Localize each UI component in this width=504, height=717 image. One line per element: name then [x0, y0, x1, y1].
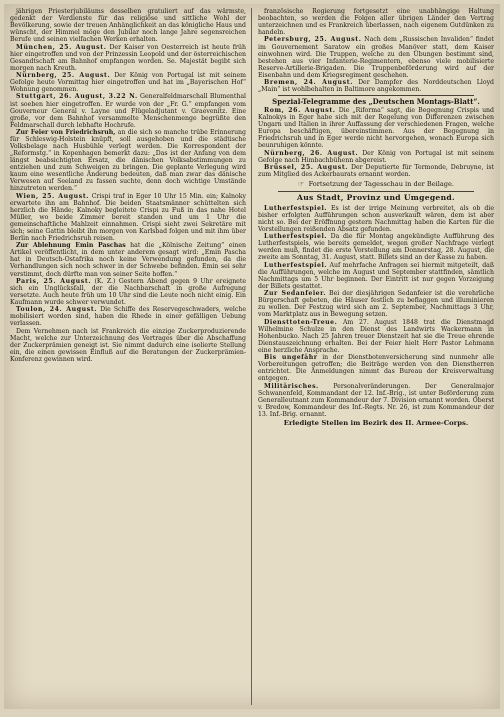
section-title-local: Aus Stadt, Provinz und Umgegend.	[297, 193, 455, 203]
continuation-note	[258, 179, 494, 189]
article-muenchen	[10, 44, 246, 72]
telegram-heading: Spezial-Telegramme des „Deutschen Montags-Blatt“.	[272, 97, 480, 107]
subhead-militaerisches: Militärisches.	[264, 382, 319, 390]
dateline-toulon: Toulon, 24. August.	[16, 306, 98, 314]
subhead-diensttreue: Diensttoten-Treue.	[264, 318, 338, 326]
text-rom: Die „Riforma“ sagt, die Begegnung Crispis und Kalnokys in Eger habe sich mit der Regelung von Differenzen zwischen Ungarn und Italien in ihrer Auffassung der verschiedenen Fragen, welche Europa beschäftigen, übereinstimmen. Aus der Begegnung in Friedrichsruh und in Eger werde nicht hervorgehen, wonach Europa sich beunruhigen könnte.	[258, 107, 494, 150]
text-petersburg: Nach dem „Russischen Invaliden“ findet im Gouvernement Saratow ein großes Manöver statt, dem Kaiser einwohnen wird. Die Truppen, welche zu den Übungen bestimmt sind, bestehen aus vier Infanterie-Regimentern, ebenso viele mobilisierte Reserve-Artillerie-Brigaden. Die Truppenbeförderung wird auf der Eisenbahn und dem Kriegsregiment geschehen.	[258, 36, 494, 79]
dateline-rom: Rom, 26. August.	[264, 107, 336, 115]
article-petersburg	[258, 36, 494, 78]
subhead-lutherfestspiel-1: Lutherfestspiel.	[264, 204, 327, 212]
article-paris	[10, 278, 246, 306]
text-toulon: Die Schiffe des Reservegeschwaders, welche mobilisiert worden sind, haben die Rhede in einer gefälligen Uebung verlassen.	[10, 306, 246, 328]
dateline-friedrichsruh: Zur Feier von Friedrichsruh,	[16, 128, 116, 136]
text-nuernberg: Der König von Portugal ist mit seinem Gefolge heute Vormittag hier eingetroffen und hat im „Bayerischen Hof“ Wohnung genommen.	[10, 72, 246, 94]
heading-erledigte-stellen: Erledigte Stellen im Bezirk des II. Armee-Corps.	[283, 419, 469, 428]
dateline-nuernberg: Nürnberg, 25. August.	[16, 72, 111, 80]
dateline-muenchen: München, 25. August.	[16, 43, 107, 51]
article-versicherung	[258, 354, 494, 382]
text-muenchen: Der Kaiser von Oesterreich ist heute früh hier eingetroffen und von der Prinzessin Leopold und der österreichischen Gesandtschaft am Bahnhof empfangen worden. Se. Majestät begibt sich morgen nach Kreuth.	[10, 43, 246, 72]
article-bremen	[258, 79, 494, 93]
pointing-hand-icon: ☞	[298, 179, 305, 189]
text-stuttgart: Generalfeldmarschall Blumenthal ist soeben hier eingetroffen. Er wurde von der „Fr. G.“ empfangen vom Gouverneur General v. Layne und Flügeladjutant v. Graevenitz. Eine große, vor dem Bahnhof versammelte Menschenmenge begrüßte den Feldmarschall durch lebhafte Hochrufe.	[10, 93, 246, 129]
article-emin	[10, 242, 246, 277]
subhead-versicherung: Bis ungefähr	[264, 354, 318, 362]
subhead-lutherfestspiel-3: Lutherfestspiel.	[264, 261, 327, 269]
text-militaerisches: Personalveränderungen. Der Generalmajor Schwanenfeld, Kommandant der 12. Inf.-Brig., ist unter Beförderung zum Generalleutnant zum Kommandeur der 7. Division ernannt worden. Oberst v. Bredow, Kommandeur des Inf.-Regts. Nr. 26, ist zum Kommandeur der 13. Inf.-Brig. ernannt.	[258, 382, 494, 418]
text-paris: (K. Z.) Gestern Abend gegen 9 Uhr ereignete sich ein Unglücksfall, der die Nachbarschaft in große Aufregung versetzte. Auch heute früh um 10 Uhr sind die Leute noch nicht einig. Ein Kaufmann wurde schwer verwundet.	[10, 277, 246, 306]
article-intro: jährigen Priesterjubiläums desselben gratuliert auf das wärmste, gedenkt der Verdienste für das religiöse und sittliche Wohl der Bevölkerung, sowie der treuen Anhänglichkeit an das königliche Haus und wünscht, der Himmel möge den Jubilar noch lange Jahre segensreichen Berufe und seinen vielfachen Werken erhalten.	[10, 8, 246, 44]
dateline-stuttgart: Stuttgart, 26. August, 3.22 N.	[16, 93, 138, 101]
article-diensttreue	[258, 319, 494, 354]
newspaper-page	[4, 4, 500, 709]
section-rule	[278, 95, 474, 96]
subhead-lutherfestspiel-2: Lutherfestspiel.	[264, 233, 327, 241]
text-emin: hat die „Kölnische Zeitung“ einen Artikel veröffentlicht, in dem unter anderem gesagt wird: „Emin Pascha hat in Deutsch-Ostafrika noch keine Verwendung gefunden, da die Verhandlungen sich noch schwer in der Schwebe befinden. Emin sei sehr verstimmt, doch dürfte man von seiner Seite hoffen.“	[10, 242, 246, 278]
article-lutherfestspiel-3	[258, 262, 494, 290]
column-divider	[251, 8, 252, 705]
text-friedrichsruh: an die sich so manche trübe Erinnerung für Schleswig-Holstein knüpft, soll ausgehoben und die städtische Volksbelage nach Husbühle verlegt werden. Die Korrespondent der „Reformstg.“ in Kopenhagen bemerkt dazu: „Das ist der Anfang von dem längst beabsichtigten Ersatz, die dänischen Volksabstimmungen zu entziehen und zum Schweigen zu bringen. Die geplante Verlegung wird kaum eine wesentliche Änderung bedeuten, daß man zwar das dänische Verwesen auf Seeland zu fassen suchte, denn doch wichtige Umstände hinzutreten werden.“	[10, 128, 246, 193]
text-lutherfestspiel-3: Auf mehrfache Anfragen sei hiermit mitgeteilt, daß die Aufführungen, welche im August und September stattfinden, sämtlich Nachmittags um 5 Uhr beginnen. Der Eintritt ist nur gegen Vorzeigung der Billets gestattet.	[258, 261, 494, 290]
text-sedanfeier: Bei der diesjährigen Sedanfeier ist die verehrliche Bürgerschaft gebeten, die Häuser festlich zu beflaggen und illuminieren zu wollen. Der Festzug wird sich am 2. September, Nachmittags 3 Uhr, vom Marktplatz aus in Bewegung setzen.	[258, 290, 494, 319]
article-nuernberg	[10, 72, 246, 93]
article-lutherfestspiel-2	[258, 233, 494, 261]
text-lutherfestspiel-1: Es ist der irrige Meinung verbreitet, als ob die bisher erfolgten Aufführungen schon ausverkauft wären, dem ist aber nicht so. Bei der Eröffnung gestern Nachmittag haben die Karten für die Vorstellungen reißenden Absatz gefunden.	[258, 204, 494, 233]
dateline-bruessel: Brüssel, 25. August.	[264, 164, 349, 172]
left-column	[10, 8, 246, 707]
right-column	[258, 8, 494, 707]
dateline-wien: Wien, 25. August.	[16, 192, 90, 200]
article-toulon	[10, 306, 246, 327]
article-lutherfestspiel-1	[258, 205, 494, 233]
dateline-petersburg: Petersburg, 25. August.	[264, 36, 362, 44]
subhead-sedanfeier: Zur Sedanfeier.	[264, 290, 326, 298]
dateline-paris: Paris, 25. August.	[16, 277, 92, 285]
text-versicherung: in der Dienstbotenversicherung sind nunmehr alle Vorbereitungen getroffen; die Beiträge werden von den Dienstherren entrichtet. Die Anmeldungen nimmt das Bureau der Kreisverwaltung entgegen.	[258, 354, 494, 383]
article-friedrichsruh	[10, 129, 246, 192]
telegram-nuernberg	[258, 150, 494, 164]
dateline-tele-nuernberg: Nürnberg, 26. August.	[264, 149, 359, 157]
article-continuation: französische Regierung fortgesetzt eine unabhängige Haltung beobachten, so werden die Folgen aller übrigen Länder den Vertrag unterzeichnen und es Frankreich überlassen, nach eigenem Gutdünken zu handeln.	[258, 8, 494, 37]
telegram-bruessel	[258, 164, 494, 178]
continuation-text: Fortsetzung der Tagesschau in der Beilage.	[308, 180, 454, 189]
section-rule-2	[278, 191, 474, 192]
telegram-rom	[258, 107, 494, 149]
text-wien: Crispi traf in Eger 10 Uhr 15 Min. ein; Kalnoky erwartete ihn am Bahnhof. Die beiden Staatsmänner schüttelten sich herzlich die Hände; Kalnoky begleitete Crispi zu Fuß in das nahe Hotel Müller, wo beide Zimmer bereit standen und um 1 Uhr die gemeinschaftliche Mahlzeit einnahmen. Crispi sieht zwei Sekretäre mit sich; seine Gattin bleibt ihn morgen von Karlsbad folgen und mit ihm über Berlin nach Friedrichsruh reisen.	[10, 192, 246, 242]
article-wien	[10, 193, 246, 242]
text-bruessel: Der Deputierte für Termonde, Debruyne, ist zum Mitglied des Ackerbaurats ernannt worden.	[258, 164, 494, 179]
article-sedanfeier	[258, 290, 494, 318]
article-frankreich: Dem Vernehmen nach ist Frankreich die einzige Zuckerproduzierende Macht, welche zur Unterzeichnung des Vertrages über die Abschaffung der Zuckerprämien geneigt ist. Sie nimmt dadurch eine isolierte Stellung ein, die einen gewissen Einfluß auf die Beratungen der Zuckerprämien-Konferenz gewinnen wird.	[10, 327, 246, 363]
article-stuttgart	[10, 93, 246, 128]
text-bremen: Der Dampfer des Norddeutschen Lloyd „Main“ ist wohlbehalten in Baltimore angekommen.	[258, 79, 494, 94]
article-militaerisches	[258, 383, 494, 418]
text-tele-nuernberg: Der König von Portugal ist mit seinem Gefolge nach Himbachbühenn abgereist.	[258, 149, 494, 164]
dateline-emin: Zur Ablehnung Emin Paschas	[16, 242, 126, 250]
text-lutherfestspiel-2: Da die für Montag angekündigte Aufführung des Lutherfestspiels, wie bereits gemeldet, wegen großer Nachfrage verlegt werden muß, findet die erste Vorstellung am Donnerstag, 28. August, die zweite am Sonntag, 31. August, statt. Billets sind an der Kasse zu haben.	[258, 233, 494, 262]
dateline-bremen: Bremen, 24. August.	[264, 79, 353, 87]
text-diensttreue: Am 27. August 1848 trat die Dienstmagd Wilhelmine Schulze in den Dienst des Landwirts Wackermann in Hohenbucko. Nach 25 Jahren treuer Dienstzeit hat sie die Treue ehrende Dienstauszeichnung erhalten. Bei der Feier hielt Herr Pastor Lehmann eine herzliche Ansprache.	[258, 318, 494, 354]
